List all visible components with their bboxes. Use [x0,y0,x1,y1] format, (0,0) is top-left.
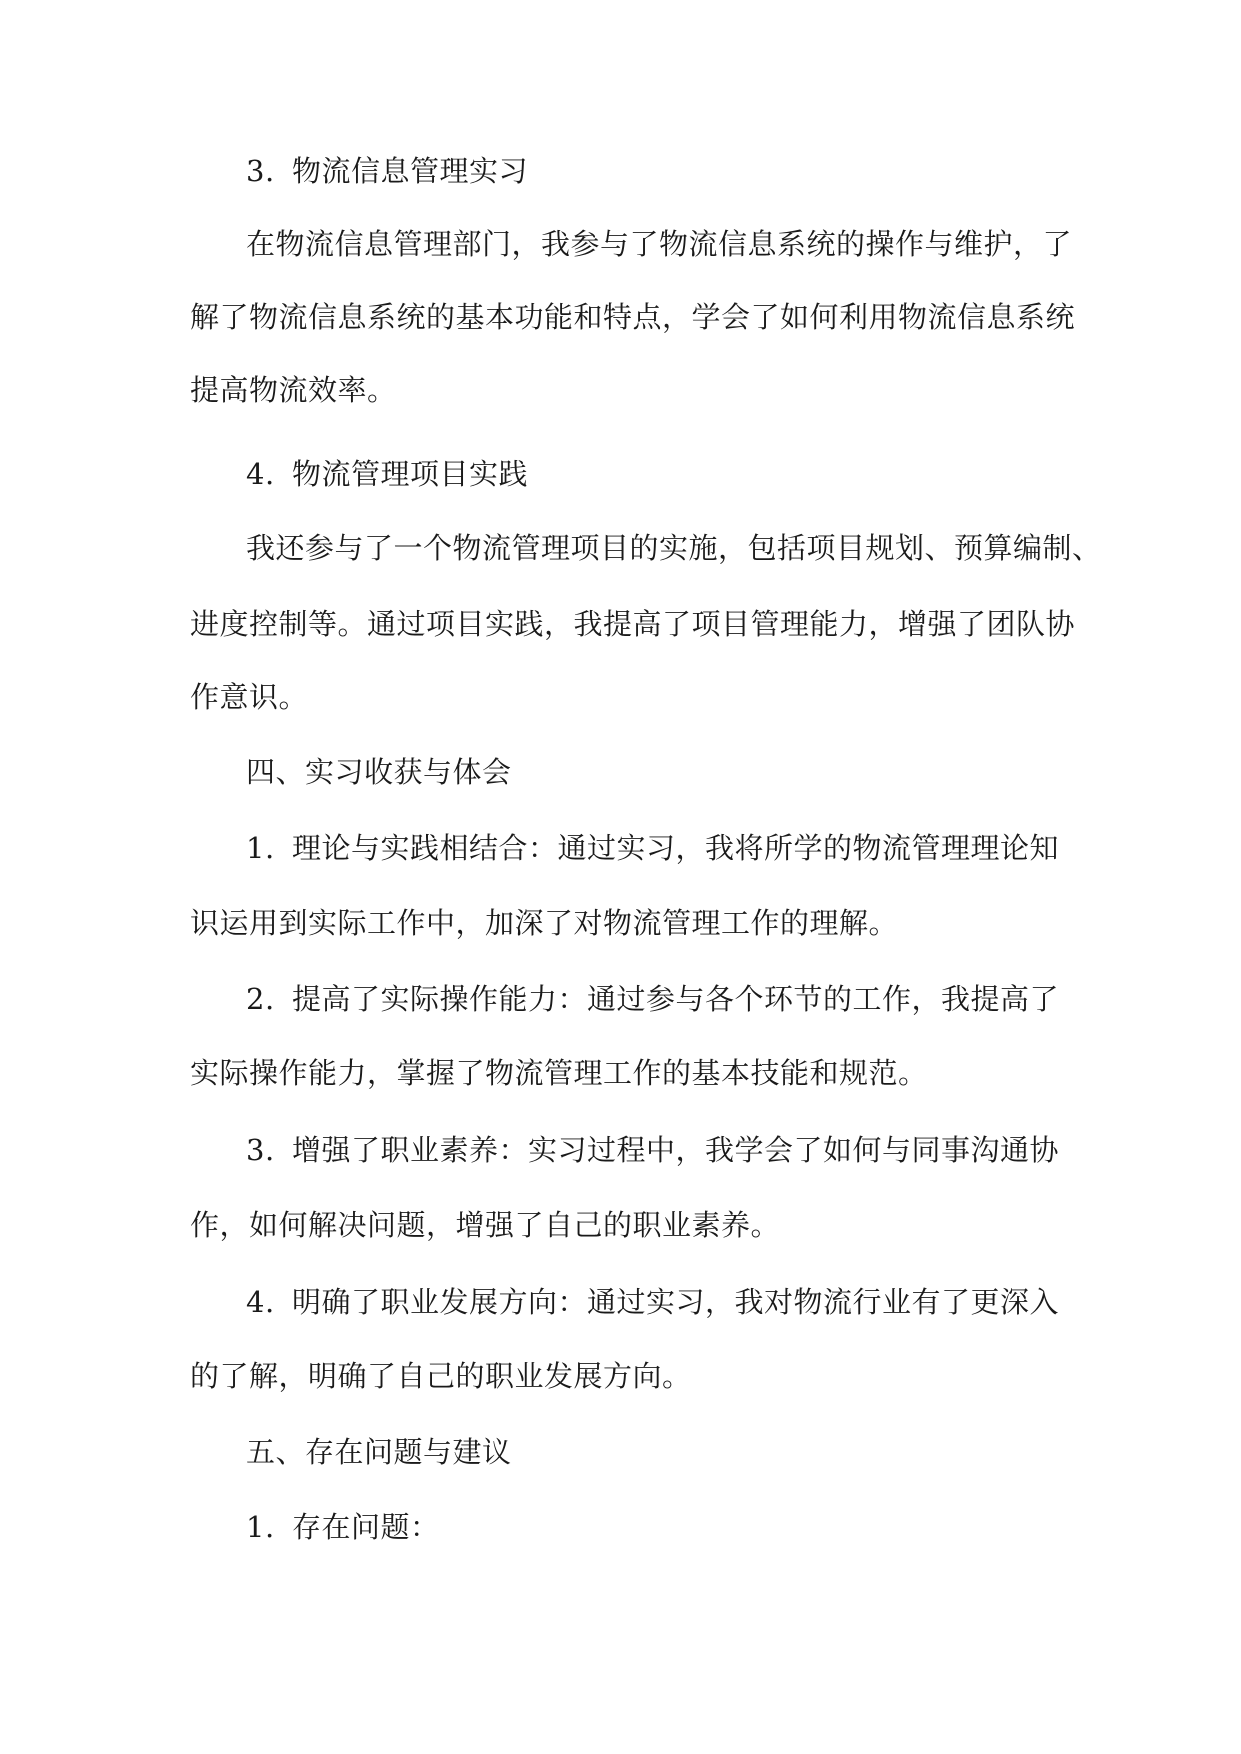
paragraph-line: 在物流信息管理部门，我参与了物流信息系统的操作与维护，了 [246,227,1073,261]
list-text: 明确了职业发展方向：通过实习，我对物流行业有了更深入 [292,1285,1060,1319]
list-item [246,1507,440,1547]
paragraph-line: 作，如何解决问题，增强了自己的职业素养。 [190,1208,781,1242]
list-number: 2. [246,982,275,1016]
list-number: 1. [246,1510,275,1544]
list-text: 提高了实际操作能力：通过参与各个环节的工作，我提高了 [292,982,1060,1016]
paragraph-line: 识运用到实际工作中，加深了对物流管理工作的理解。 [190,906,899,940]
paragraph-line: 解了物流信息系统的基本功能和特点，学会了如何利用物流信息系统 [190,300,1076,334]
paragraph-line: 作意识。 [190,680,309,714]
list-text: 存在问题： [292,1510,440,1544]
list-item [246,1130,1059,1170]
paragraph-line: 的了解，明确了自己的职业发展方向。 [190,1359,692,1393]
paragraph-line: 我还参与了一个物流管理项目的实施，包括项目规划、预算编制、 [246,531,1102,565]
list-number: 4. [246,1285,275,1319]
heading-text: 物流信息管理实习 [292,154,529,188]
paragraph-line: 实际操作能力，掌握了物流管理工作的基本技能和规范。 [190,1056,928,1090]
heading-text: 物流管理项目实践 [292,457,529,491]
section-heading: 四、实习收获与体会 [246,755,512,789]
list-item [246,828,1059,868]
list-text: 理论与实践相结合：通过实习，我将所学的物流管理理论知 [292,831,1060,865]
list-item [246,979,1059,1019]
list-item [246,1282,1059,1322]
list-text: 增强了职业素养：实习过程中，我学会了如何与同事沟通协 [292,1133,1060,1167]
paragraph-line: 进度控制等。通过项目实践，我提高了项目管理能力，增强了团队协 [190,607,1076,641]
list-number: 1. [246,831,275,865]
heading-item-3 [246,151,528,191]
section-heading: 五、存在问题与建议 [246,1435,512,1469]
list-number: 4. [246,457,275,491]
list-number: 3. [246,1133,275,1167]
list-number: 3. [246,154,275,188]
paragraph-line: 提高物流效率。 [190,373,397,407]
heading-item-4 [246,454,528,494]
